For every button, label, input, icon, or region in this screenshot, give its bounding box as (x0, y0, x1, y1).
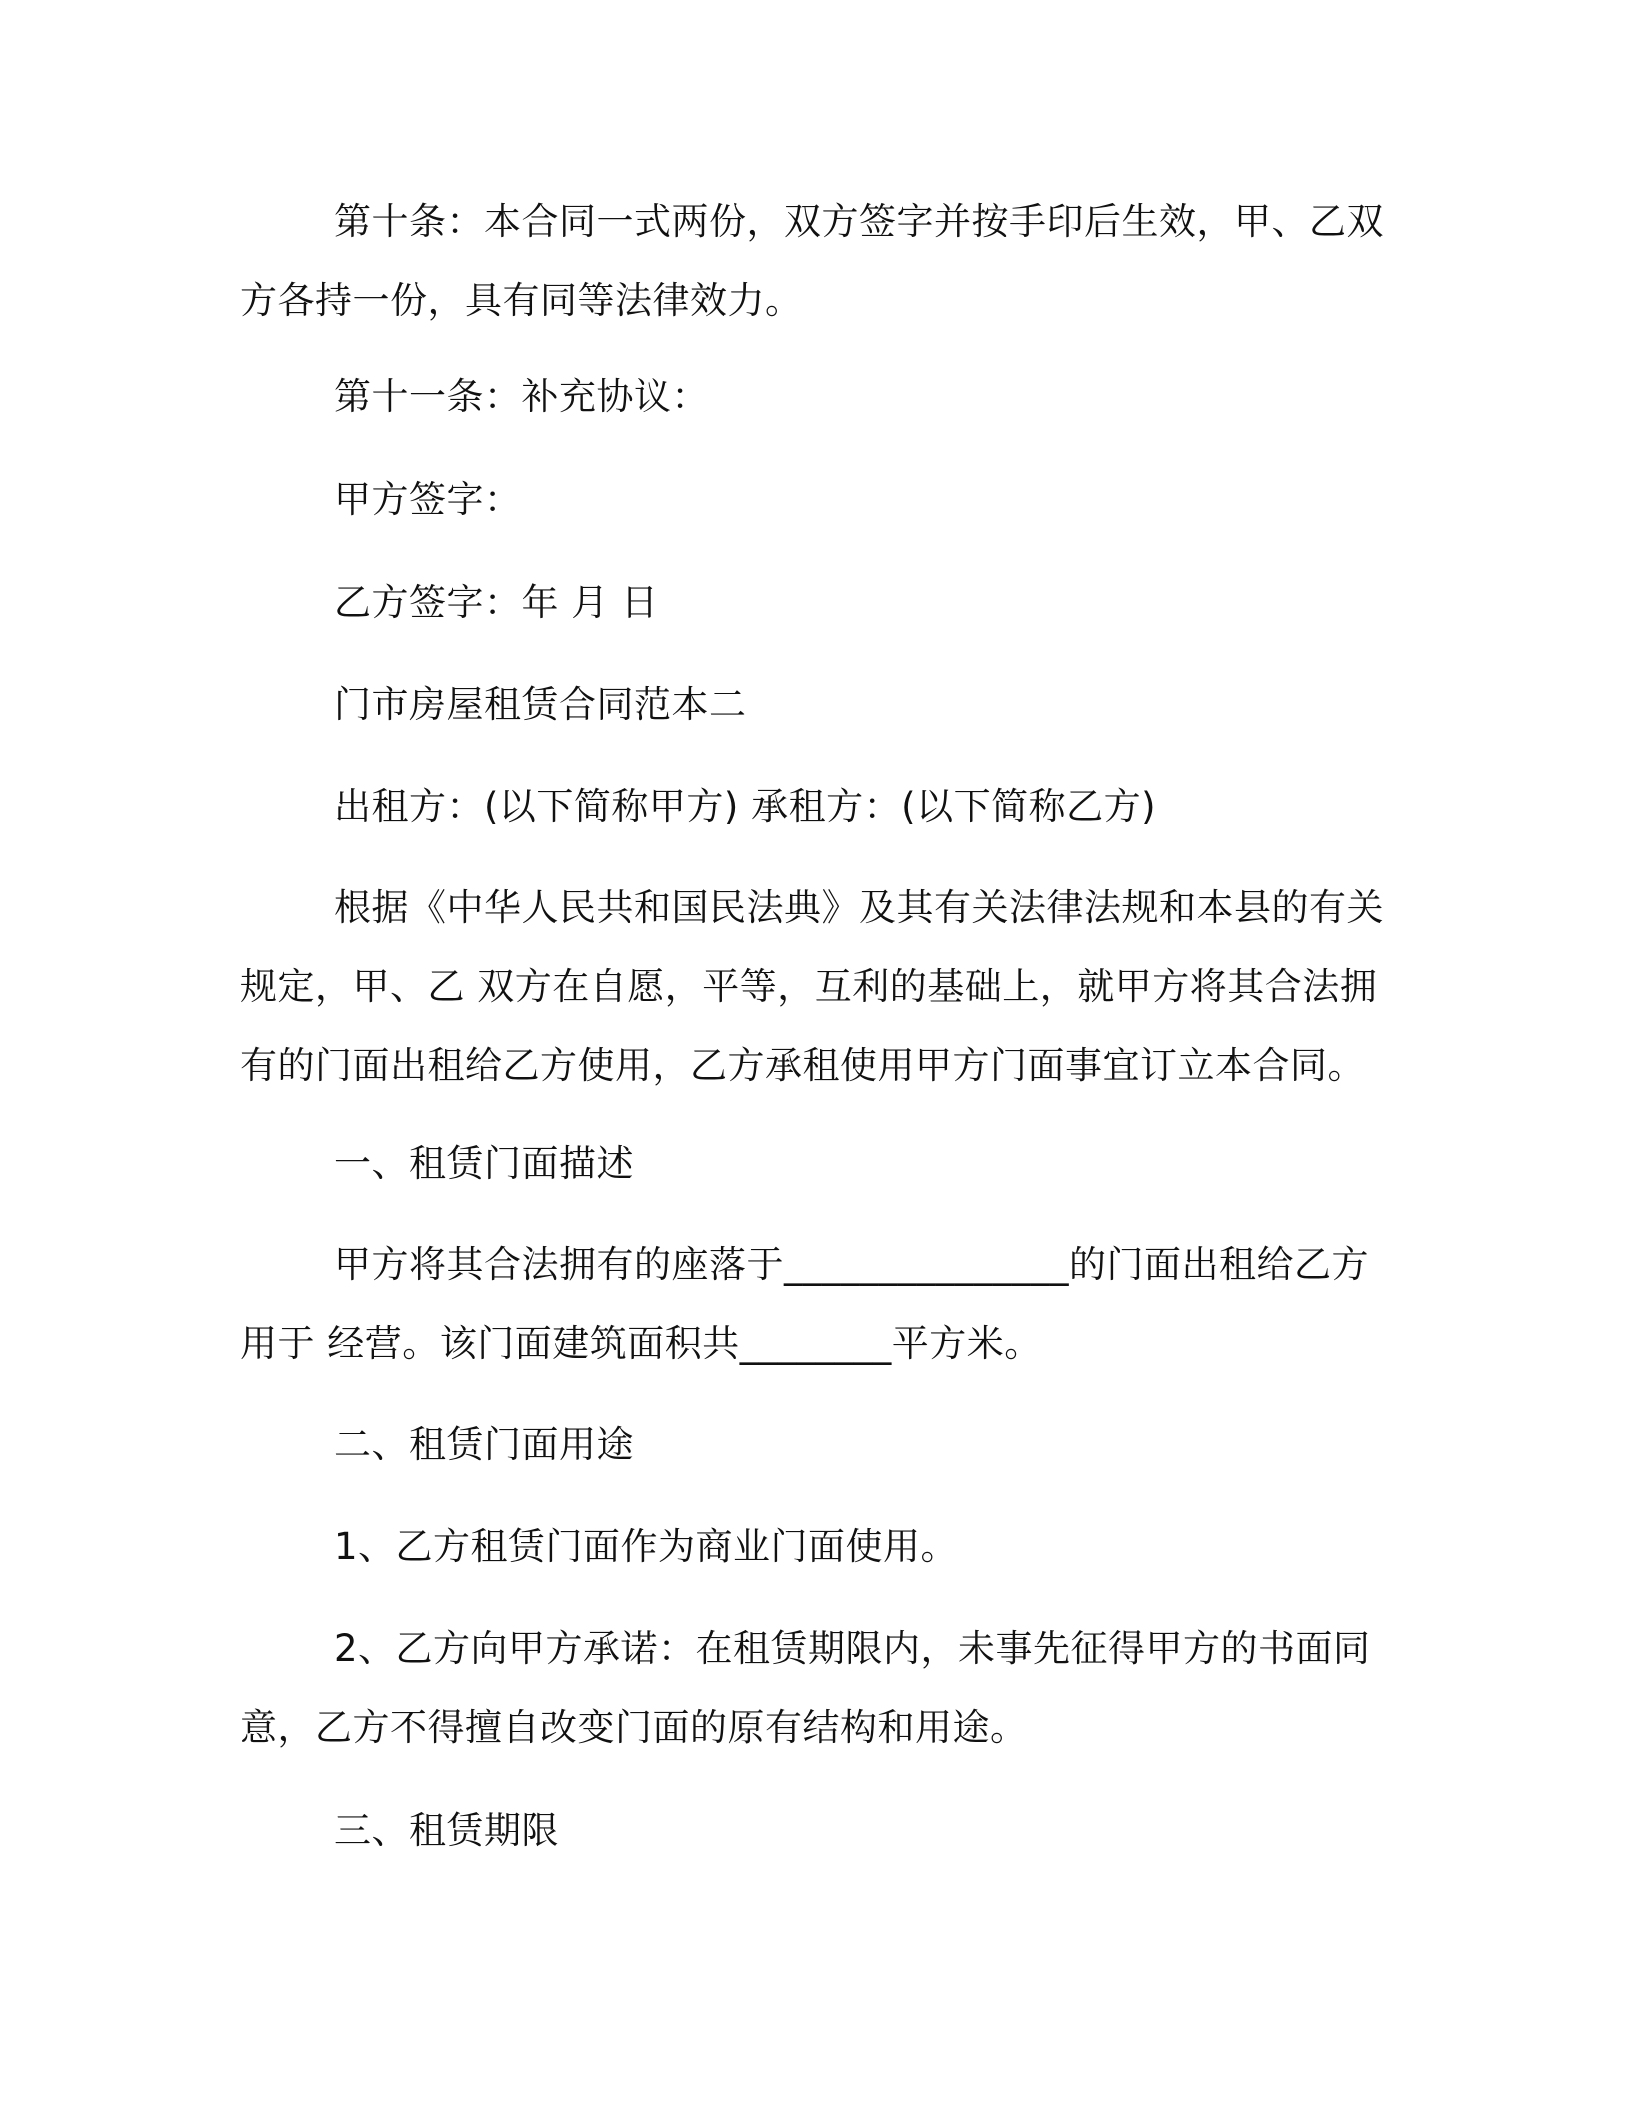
section-3-heading: 三、租赁期限 (334, 1809, 559, 1852)
clause-10-paragraph: 第十条：本合同一式两份，双方签字并按手印后生效，甲、乙双方各持一份，具有同等法律效力。 (240, 200, 1384, 322)
contract-sample-two-title: 门市房屋租赁合同范本二 (334, 683, 747, 726)
lessor-lessee-line: 出租方：(以下简称甲方) 承租方：(以下简称乙方) (334, 785, 1157, 828)
usage-item-2: 2、乙方向甲方承诺：在租赁期限内，未事先征得甲方的书面同意，乙方不得擅自改变门面的原有结构和用途。 (240, 1627, 1371, 1749)
party-b-signature-date-line: 乙方签字：年 月 日 (334, 581, 659, 624)
contract-preamble-paragraph: 根据《中华人民共和国民法典》及其有关法律法规和本县的有关规定，甲、乙 双方在自愿，平等，互利的基础上，就甲方将其合法拥有的门面出租给乙方使用，乙方承租使用甲方门面事宜订立本合同。 (240, 886, 1384, 1087)
section-2-heading: 二、租赁门面用途 (334, 1423, 634, 1466)
section-1-heading: 一、租赁门面描述 (334, 1142, 634, 1185)
storefront-description-paragraph: 甲方将其合法拥有的座落于_______________的门面出租给乙方用于 经营。该门面建筑面积共________平方米。 (240, 1243, 1369, 1365)
clause-11-paragraph: 第十一条：补充协议： (334, 375, 709, 418)
party-a-signature-line: 甲方签字： (334, 478, 522, 521)
usage-item-1: 1、乙方租赁门面作为商业门面使用。 (334, 1525, 959, 1568)
